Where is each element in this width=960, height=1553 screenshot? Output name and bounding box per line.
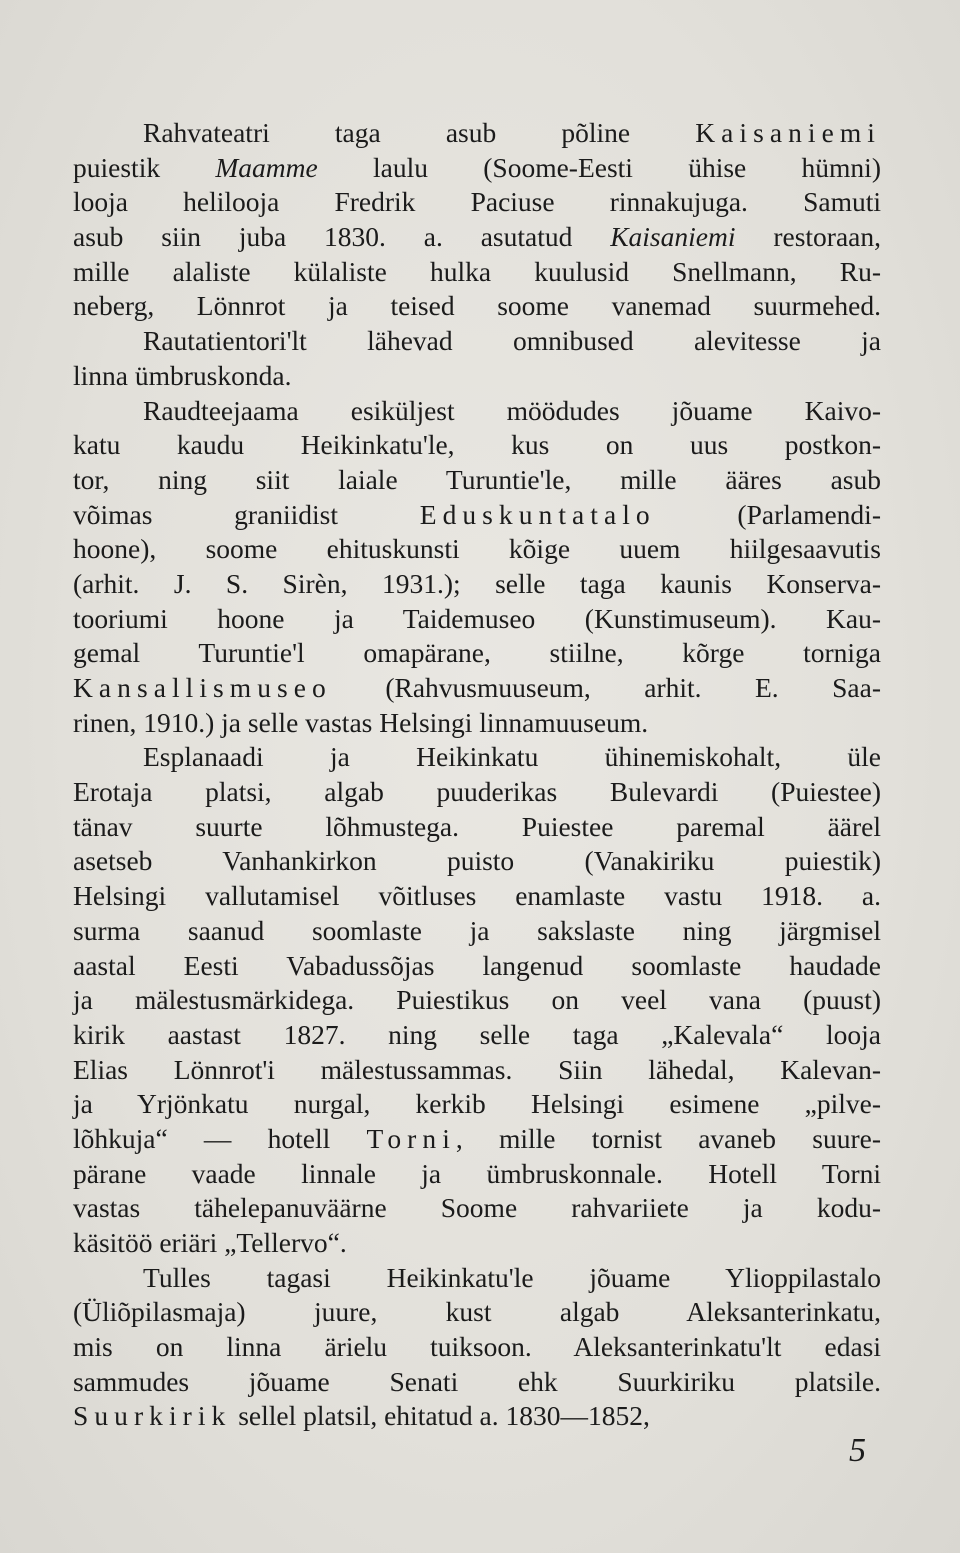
text-line bbox=[73, 914, 881, 949]
text-run: laulu (Soome-Eesti ühise hümni) bbox=[317, 151, 881, 183]
text-run: (Üliõpilasmaja) juure, kust algab Aleksanterinkatu, bbox=[73, 1296, 881, 1328]
text-run: (Parlamendi- bbox=[655, 498, 881, 530]
text-line bbox=[73, 602, 881, 637]
text-run: Rautatientori'lt lähevad omnibused alevitesse ja bbox=[143, 325, 881, 357]
text-line bbox=[73, 949, 881, 984]
text-line bbox=[73, 1365, 881, 1400]
text-run: tooriumi hoone ja Taidemuseo (Kunstimuseum). Kau- bbox=[73, 602, 881, 634]
text-run: asetseb Vanhankirkon puisto (Vanakiriku puiestik) bbox=[73, 845, 881, 877]
text-line bbox=[73, 1261, 881, 1296]
italic-run bbox=[215, 152, 317, 183]
text-line bbox=[73, 1295, 881, 1330]
text-line bbox=[73, 498, 881, 533]
text-line bbox=[73, 185, 881, 220]
text-run: looja helilooja Fredrik Paciuse rinnakujuga. Samuti bbox=[73, 186, 881, 218]
text-line bbox=[73, 1122, 881, 1157]
text-line bbox=[73, 463, 881, 498]
text-run: mis on linna ärielu tuiksoon. Aleksanterinkatu'lt edasi bbox=[73, 1331, 881, 1363]
text-line bbox=[73, 1330, 881, 1365]
spaced-name: Eduskuntatalo bbox=[419, 498, 656, 530]
text-run: linna ümbruskonda. bbox=[73, 359, 292, 391]
italic-run bbox=[610, 221, 735, 252]
text-run: võimas graniidist bbox=[73, 498, 420, 530]
text-run: asub siin juba 1830. a. asutatud bbox=[73, 221, 611, 253]
text-line bbox=[73, 324, 881, 359]
text-run: sammudes jõuame Senati ehk Suurkiriku platsile. bbox=[73, 1365, 881, 1397]
text-run: hoone), soome ehituskunsti kõige uuem hiilgesaavutis bbox=[73, 533, 881, 565]
text-run: restoraan, bbox=[735, 221, 881, 253]
text-line bbox=[73, 740, 881, 775]
spaced-name: Kaisaniemi bbox=[695, 117, 881, 148]
text-run: Helsingi vallutamisel võitluses enamlaste vastu 1918. a. bbox=[73, 880, 881, 912]
text-line bbox=[73, 1399, 881, 1434]
text-line bbox=[73, 359, 881, 394]
text-line bbox=[73, 671, 881, 706]
spaced-name: Kansallismuseo bbox=[73, 672, 332, 703]
text-line bbox=[73, 1087, 881, 1122]
text-run: surma saanud soomlaste ja sakslaste ning järgmisel bbox=[73, 914, 881, 946]
spaced-name: Suurkirik bbox=[73, 1400, 232, 1432]
spaced-name: Torni bbox=[366, 1122, 456, 1154]
text-line bbox=[73, 983, 881, 1018]
text-line bbox=[73, 567, 881, 602]
text-run: gemal Turuntie'l omapärane, stiilne, kõrge torniga bbox=[73, 637, 881, 669]
text-line bbox=[73, 255, 881, 290]
italic-title: Kaisaniemi bbox=[610, 221, 736, 253]
text-run: kirik aastast 1827. ning selle taga „Kalevala“ looja bbox=[73, 1018, 881, 1050]
text-line bbox=[73, 844, 881, 879]
text-run: katu kaudu Heikinkatu'le, kus on uus postkon- bbox=[73, 429, 881, 461]
text-run: lõhkuja“ — hotell bbox=[73, 1122, 367, 1154]
text-line bbox=[73, 1018, 881, 1053]
text-line bbox=[73, 289, 881, 324]
text-run: Tulles tagasi Heikinkatu'le jõuame Ylioppilastalo bbox=[143, 1261, 881, 1293]
text-line bbox=[73, 775, 881, 810]
text-run: (arhit. J. S. Sirèn, 1931.); selle taga kaunis Konserva- bbox=[73, 567, 881, 599]
text-run: rinen, 1910.) ja selle vastas Helsingi linnamuuseum. bbox=[73, 706, 649, 738]
text-line bbox=[73, 706, 881, 741]
text-run: sellel platsil, ehitatud a. 1830—1852, bbox=[231, 1400, 650, 1432]
italic-title: Maamme bbox=[215, 151, 318, 183]
text-line bbox=[73, 1226, 881, 1261]
text-line bbox=[73, 1053, 881, 1088]
text-run: tänav suurte lõhmustega. Puiestee paremal äärel bbox=[73, 810, 881, 842]
text-line bbox=[73, 394, 881, 429]
text-line bbox=[73, 116, 881, 151]
text-line bbox=[73, 220, 881, 255]
text-run: puiestik bbox=[73, 151, 216, 183]
text-line bbox=[73, 532, 881, 567]
body-text bbox=[73, 116, 881, 1434]
page-number: 5 bbox=[849, 1432, 866, 1469]
text-run: Rahvateatri taga asub põline bbox=[143, 117, 696, 148]
text-run: aastal Eesti Vabadussõjas langenud soomlaste haudade bbox=[73, 949, 881, 981]
text-run: Erotaja platsi, algab puuderikas Bulevardi (Puiestee) bbox=[73, 776, 881, 808]
text-run: tor, ning siit laiale Turuntie'le, mille ääres asub bbox=[73, 463, 881, 495]
text-run: Elias Lönnrot'i mälestussammas. Siin lähedal, Kalevan- bbox=[73, 1053, 881, 1085]
text-run: ja Yrjönkatu nurgal, kerkib Helsingi esimene „pilve- bbox=[73, 1088, 881, 1120]
text-run: pärane vaade linnale ja ümbruskonnale. Hotell Torni bbox=[73, 1157, 881, 1189]
text-line bbox=[73, 636, 881, 671]
text-line bbox=[73, 810, 881, 845]
text-run: Raudteejaama esiküljest möödudes jõuame Kaivo- bbox=[143, 394, 881, 426]
text-run: , mille tornist avaneb suure- bbox=[455, 1122, 881, 1154]
text-run: neberg, Lönnrot ja teised soome vanemad suurmehed. bbox=[73, 290, 881, 322]
text-line bbox=[73, 151, 881, 186]
text-run: Esplanaadi ja Heikinkatu ühinemiskohalt, üle bbox=[143, 741, 881, 773]
text-run: mille alaliste külaliste hulka kuulusid Snellmann, Ru- bbox=[73, 255, 881, 287]
text-line bbox=[73, 879, 881, 914]
text-line bbox=[73, 1157, 881, 1192]
text-run: ja mälestusmärkidega. Puiestikus on veel vana (puust) bbox=[73, 984, 881, 1016]
text-run: (Rahvusmuuseum, arhit. E. Saa- bbox=[331, 672, 881, 703]
text-run: käsitöö eriäri „Tellervo“. bbox=[73, 1227, 347, 1258]
text-line bbox=[73, 428, 881, 463]
text-run: vastas tähelepanuväärne Soome rahvariiete ja kodu- bbox=[73, 1192, 881, 1224]
text-line bbox=[73, 1191, 881, 1226]
